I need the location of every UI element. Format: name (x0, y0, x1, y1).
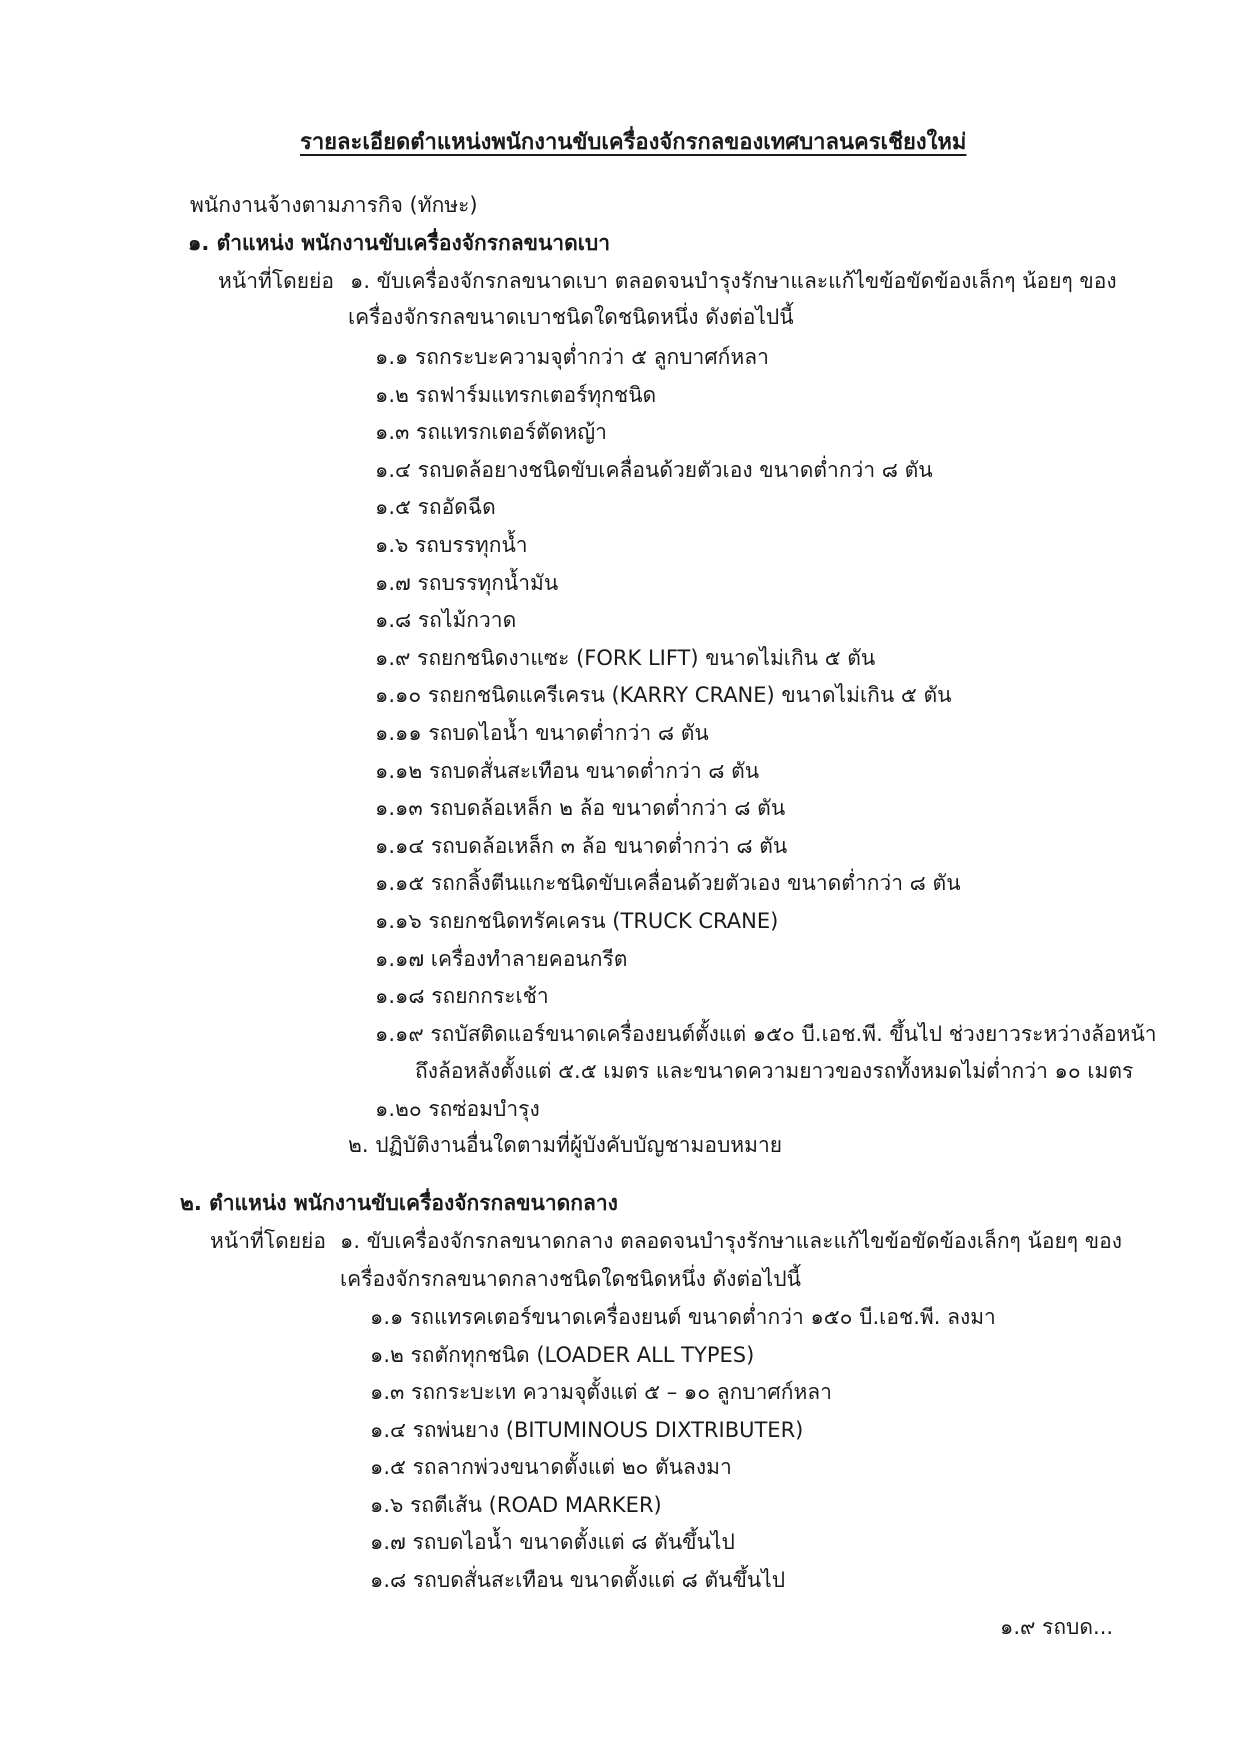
list-item: ๑.๕ รถอัดฉีด (375, 495, 496, 520)
duty-label: หน้าที่โดยย่อ (218, 269, 334, 293)
document-title: รายละเอียดตำแหน่งพนักงานขับเครื่องจักรกลของเทศบาลนครเชียงใหม่ (300, 130, 967, 155)
list-item: ๑.๒ รถฟาร์มแทรกเตอร์ทุกชนิด (375, 382, 657, 407)
list-item: ๑.๘ รถบดสั่นสะเทือน ขนาดตั้งแต่ ๘ ตันขึ้นไป (370, 1567, 786, 1592)
list-item: ๑.๑๗ เครื่องทำลายคอนกรีต (375, 946, 628, 971)
duty-line: ๑. ขับเครื่องจักรกลขนาดเบา ตลอดจนบำรุงรักษาและแก้ไขข้อขัดข้องเล็กๆ น้อยๆ ของ (350, 269, 1117, 293)
duty-line: ๒. ปฏิบัติงานอื่นใดตามที่ผู้บังคับบัญชามอบหมาย (348, 1133, 783, 1157)
document-subtitle: พนักงานจ้างตามภารกิจ (ทักษะ) (190, 193, 478, 217)
list-item: ๑.๑๘ รถยกกระเช้า (375, 984, 549, 1009)
list-item: ๑.๖ รถตีเส้น (ROAD MARKER) (370, 1492, 662, 1517)
list-item: ๑.๕ รถลากพ่วงขนาดตั้งแต่ ๒๐ ตันลงมา (370, 1455, 732, 1479)
list-item: ๑.๒ รถตักทุกชนิด (LOADER ALL TYPES) (370, 1342, 755, 1367)
list-item: ๑.๗ รถบรรทุกน้ำมัน (375, 570, 559, 595)
list-item: ๑.๔ รถบดล้อยางชนิดขับเคลื่อนด้วยตัวเอง ขนาดต่ำกว่า ๘ ตัน (375, 457, 933, 482)
duty-label: หน้าที่โดยย่อ (210, 1229, 326, 1253)
section-heading: ๑. ตำแหน่ง พนักงานขับเครื่องจักรกลขนาดเบา (188, 231, 611, 255)
list-item: ๑.๑ รถกระบะความจุต่ำกว่า ๕ ลูกบาศก์หลา (375, 345, 769, 369)
page-continuation: ๑.๙ รถบด... (1000, 1615, 1114, 1639)
list-item: ๑.๒๐ รถซ่อมบำรุง (375, 1097, 540, 1121)
duty-line-continuation: เครื่องจักรกลขนาดกลางชนิดใดชนิดหนึ่ง ดังต่อไปนี้ (340, 1267, 801, 1291)
list-item: ๑.๑๐ รถยกชนิดแครีเครน (KARRY CRANE) ขนาดไม่เกิน ๕ ตัน (375, 683, 952, 708)
list-item: ๑.๑๒ รถบดสั่นสะเทือน ขนาดต่ำกว่า ๘ ตัน (375, 758, 760, 783)
list-item: ๑.๙ รถยกชนิดงาแซะ (FORK LIFT) ขนาดไม่เกิน ๕ ตัน (375, 645, 876, 670)
list-item: ๑.๖ รถบรรทุกน้ำ (375, 533, 528, 557)
list-item: ๑.๓ รถแทรกเตอร์ตัดหญ้า (375, 420, 607, 445)
list-item: ๑.๔ รถพ่นยาง (BITUMINOUS DIXTRIBUTER) (370, 1417, 804, 1442)
list-item: ๑.๑ รถแทรคเตอร์ขนาดเครื่องยนต์ ขนาดต่ำกว่า ๑๕๐ บี.เอช.พี. ลงมา (370, 1305, 996, 1329)
list-item: ถึงล้อหลังตั้งแต่ ๕.๕ เมตร และขนาดความยาวของรถทั้งหมดไม่ต่ำกว่า ๑๐ เมตร (415, 1059, 1134, 1084)
list-item: ๑.๑๕ รถกลิ้งตีนแกะชนิดขับเคลื่อนด้วยตัวเอง ขนาดต่ำกว่า ๘ ตัน (375, 871, 961, 896)
list-item: ๑.๑๔ รถบดล้อเหล็ก ๓ ล้อ ขนาดต่ำกว่า ๘ ตัน (375, 833, 788, 858)
list-item: ๑.๑๖ รถยกชนิดทรัคเครน (TRUCK CRANE) (375, 909, 779, 933)
list-item: ๑.๑๙ รถบัสติดแอร์ขนาดเครื่องยนต์ตั้งแต่ ๑๕๐ บี.เอช.พี. ขึ้นไป ช่วงยาวระหว่างล้อหน้า (375, 1021, 1157, 1046)
duty-line: ๑. ขับเครื่องจักรกลขนาดกลาง ตลอดจนบำรุงรักษาและแก้ไขข้อขัดข้องเล็กๆ น้อยๆ ของ (340, 1229, 1122, 1253)
duty-line-continuation: เครื่องจักรกลขนาดเบาชนิดใดชนิดหนึ่ง ดังต่อไปนี้ (348, 305, 794, 329)
list-item: ๑.๓ รถกระบะเท ความจุตั้งแต่ ๕ – ๑๐ ลูกบาศก์หลา (370, 1380, 832, 1404)
list-item: ๑.๑๑ รถบดไอน้ำ ขนาดต่ำกว่า ๘ ตัน (375, 721, 709, 745)
list-item: ๑.๗ รถบดไอน้ำ ขนาดตั้งแต่ ๘ ตันขึ้นไป (370, 1530, 735, 1554)
list-item: ๑.๑๓ รถบดล้อเหล็ก ๒ ล้อ ขนาดต่ำกว่า ๘ ตัน (375, 796, 786, 821)
list-item: ๑.๘ รถไม้กวาด (375, 608, 517, 633)
section-heading: ๒. ตำแหน่ง พนักงานขับเครื่องจักรกลขนาดกลาง (180, 1191, 618, 1215)
